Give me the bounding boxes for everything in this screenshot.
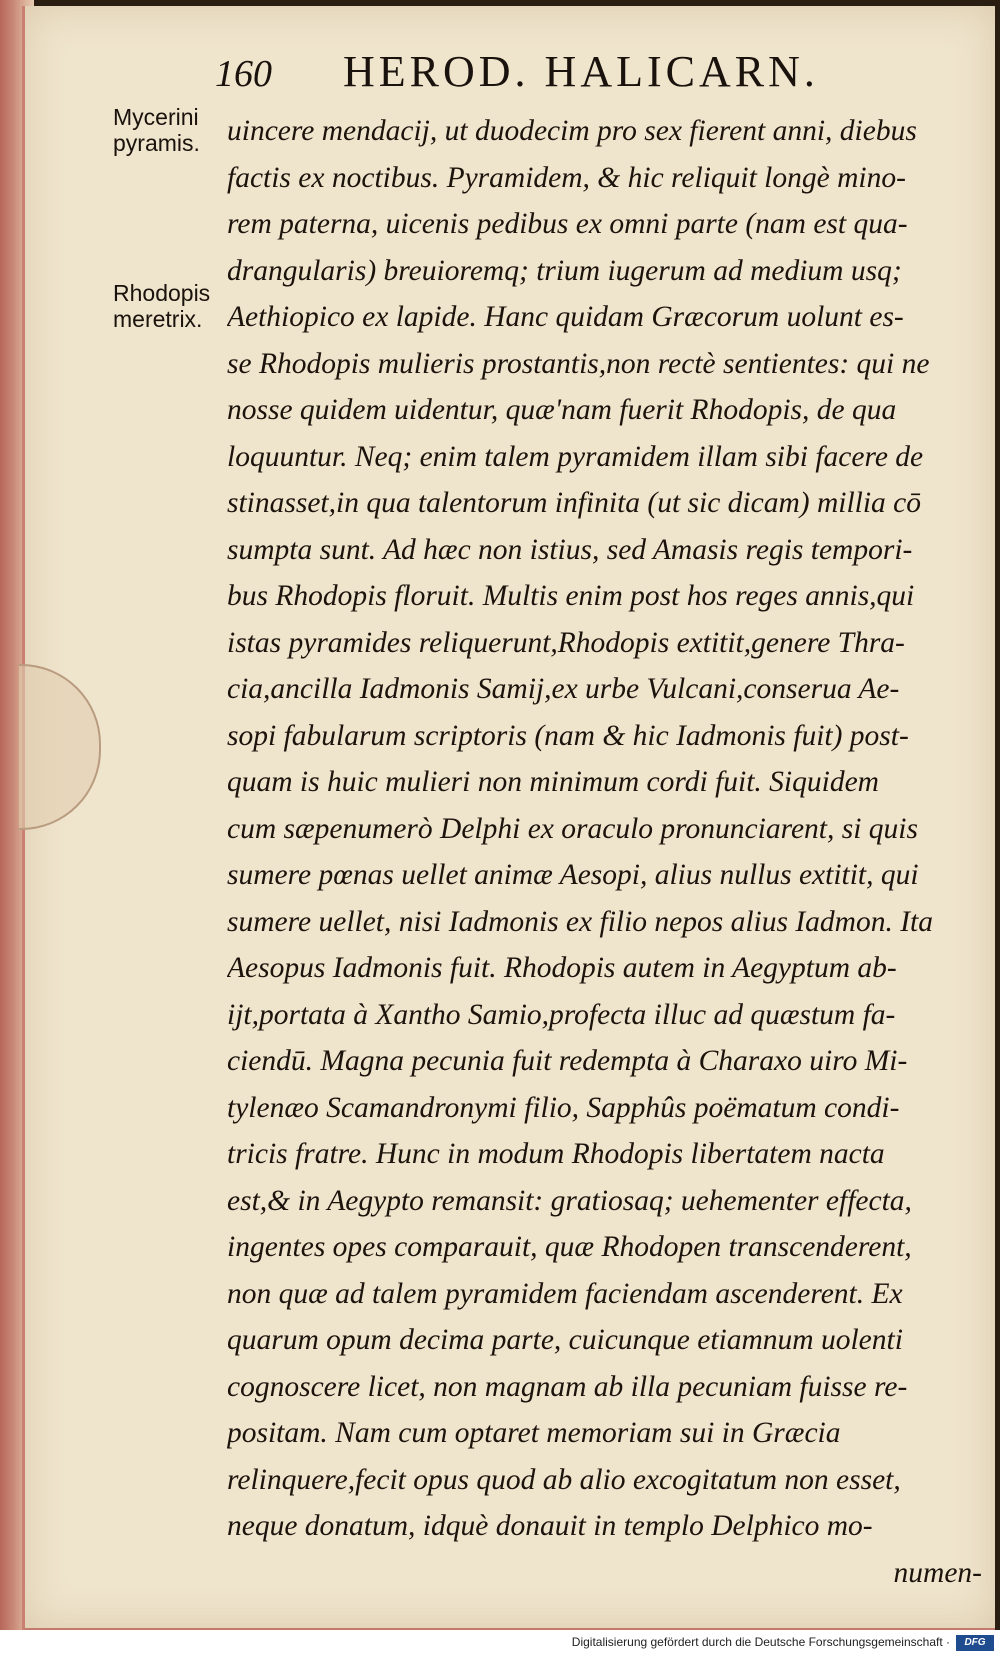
text-line: cognoscere licet, non magnam ab illa pecuniam fuisse re- (227, 1370, 908, 1403)
text-line: nosse quidem uidentur, quæ'nam fuerit Rhodopis, de qua (227, 394, 897, 426)
text-line: drangularis) breuioremq; trium iugerum ad medium usq; (227, 254, 902, 287)
text-line: sumpta sunt. Ad hæc non istius, sed Amasis regis tempori- (227, 533, 913, 566)
text-line: factis ex noctibus. Pyramidem, & hic reliquit longè mino- (227, 161, 906, 194)
text-line: neque donatum, idquè donauit in templo Delphico mo- (227, 1510, 873, 1542)
running-head: HEROD. HALICARN. (343, 47, 819, 96)
text-line: Aesopus Iadmonis fuit. Rhodopis autem in Aegyptum ab- (227, 952, 897, 984)
text-line: sopi fabularum scriptoris (nam & hic Iadmonis fuit) post- (227, 719, 909, 752)
margin-note-mycerini (113, 104, 200, 156)
margin-note-line: pyramis. (113, 130, 200, 156)
text-line: ciendū. Magna pecunia fuit redempta à Charaxo uiro Mi- (227, 1045, 908, 1077)
text-line: loquuntur. Neq; enim talem pyramidem illam sibi facere de (227, 440, 924, 473)
thumb-index-tab (19, 664, 101, 830)
text-line: rem paterna, uicenis pedibus ex omni parte (nam est qua- (227, 208, 908, 240)
text-line: quam is huic mulieri non minimum cordi fuit. Siquidem (227, 766, 879, 798)
digitization-footer (0, 1630, 1000, 1657)
text-line: ijt,portata à Xantho Samio,profecta illuc ad quæstum fa- (227, 998, 896, 1031)
dfg-logo: DFG (956, 1635, 994, 1651)
text-line: sumere pœnas uellet animæ Aesopi, alius nullus extitit, qui (227, 859, 919, 891)
text-line: cia,ancilla Iadmonis Samij,ex urbe Vulcani,conserua Ae- (227, 673, 900, 705)
page-header (25, 46, 995, 106)
text-line: uincere mendacij, ut duodecim pro sex fierent anni, diebus (227, 115, 917, 147)
text-line: relinquere,fecit opus quod ab alio excogitatum non esset, (227, 1463, 901, 1496)
book-page (22, 6, 995, 1634)
text-line: se Rhodopis mulieris prostantis,non rectè sentientes: qui ne (227, 347, 930, 380)
text-line: non quæ ad talem pyramidem faciendam ascenderent. Ex (227, 1277, 903, 1310)
margin-note-line: meretrix. (113, 306, 203, 332)
margin-note-line: Rhodopis (113, 280, 211, 306)
funding-credit: Digitalisierung gefördert durch die Deutsche Forschungsgemeinschaft · (571, 1635, 950, 1649)
text-line: sumere uellet, nisi Iadmonis ex filio nepos alius Iadmon. Ita (227, 905, 933, 938)
body-text (227, 108, 982, 1596)
page-number: 160 (215, 53, 272, 95)
text-line: stinasset,in qua talentorum infinita (ut sic dicam) millia cō (227, 487, 922, 519)
text-line: positam. Nam cum optaret memoriam sui in Græcia (227, 1417, 841, 1449)
margin-note-line: Mycerini (113, 104, 199, 130)
text-line: est,& in Aegypto remansit: gratiosaq; uehementer effecta, (227, 1184, 912, 1217)
text-line: quarum opum decima parte, cuicunque etiamnum uolenti (227, 1324, 903, 1356)
text-line: istas pyramides reliquerunt,Rhodopis extitit,genere Thra- (227, 626, 905, 659)
margin-note-rhodopis (113, 280, 210, 332)
catchword: numen- (893, 1556, 982, 1589)
text-line: Aethiopico ex lapide. Hanc quidam Græcorum uolunt es- (227, 301, 904, 333)
text-line: bus Rhodopis floruit. Multis enim post hos reges annis,qui (227, 580, 915, 612)
text-line: tylenæo Scamandronymi filio, Sapphûs poëmatum condi- (227, 1091, 900, 1124)
text-line: ingentes opes comparauit, quæ Rhodopen transcenderent, (227, 1231, 912, 1263)
text-line: cum sæpenumerò Delphi ex oraculo pronunciarent, si quis (227, 812, 918, 845)
text-line: tricis fratre. Hunc in modum Rhodopis libertatem nacta (227, 1138, 885, 1170)
